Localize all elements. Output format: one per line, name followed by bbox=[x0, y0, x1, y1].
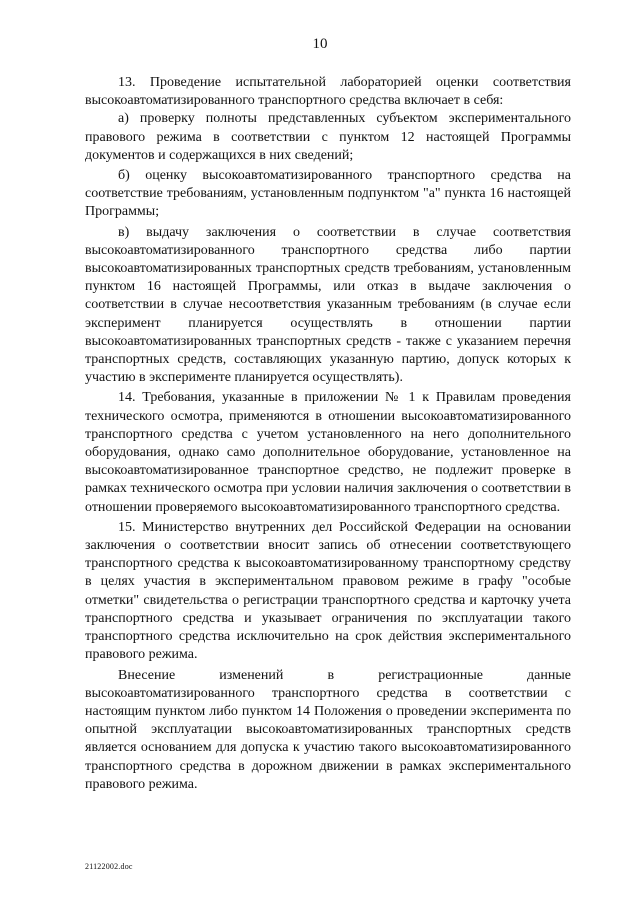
paragraph-15: 15. Министерство внутренних дел Российской Федерации на основании заключения о соответствии вносит запись об отнесении соответствующего транспортного средства к высокоавтоматизированному транспортному средству в целях участия в экспериментальном правовом режиме в графу "особые отметки" свидетельства о регистрации транспортного средства и карточку учета транспортного средства и указывает ограничения по эксплуатации такого транспортного средства исключительно на срок действия экспериментального правового режима. bbox=[85, 519, 571, 663]
paragraph-13-v: в) выдачу заключения о соответствии в случае соответствия высокоавтоматизированного транспортного средства либо партии высокоавтоматизированных транспортных средств требованиям, установленным пунктом 16 настоящей Программы, или отказ в выдаче заключения о соответствии в случае несоответствия указанным требованиям (в случае если эксперимент планируется осуществлять в отношении партии высокоавтоматизированных транспортных средств - также с указанием перечня транспортных средств, составляющих указанную партию, допуск которых к участию в эксперименте планируется осуществлять). bbox=[85, 224, 571, 386]
paragraph-13-b: б) оценку высокоавтоматизированного транспортного средства на соответствие требованиям, установленным подпунктом "а" пункта 16 настоящей Программы; bbox=[85, 168, 571, 220]
paragraph-14: 14. Требования, указанные в приложении № 1 к Правилам проведения технического осмотра, применяются в отношении высокоавтоматизированного транспортного средства с учетом установленного на него дополнительного оборудования, однако само дополнительное оборудование, установленное на высокоавтоматизированное транспортное средство, не подлежит проверке в рамках технического осмотра при условии наличия заключения о соответствии в отношении проверяемого высокоавтоматизированного транспортного средства. bbox=[85, 390, 571, 515]
paragraph-13-a: а) проверку полноты представленных субъектом экспериментального правового режима в соответствии с пунктом 12 настоящей Программы документов и содержащихся в них сведений; bbox=[85, 111, 571, 163]
paragraph-15-continued: Внесение изменений в регистрационные данные высокоавтоматизированного транспортного средства в соответствии с настоящим пунктом либо пунктом 14 Положения о проведении эксперимента по опытной эксплуатации высокоавтоматизированных транспортных средств является основанием для допуска к участию такого высокоавтоматизированного транспортного средства в дорожном движении в рамках экспериментального правового режима. bbox=[85, 667, 571, 792]
paragraph-13: 13. Проведение испытательной лабораторией оценки соответствия высокоавтоматизированного транспортного средства включает в себя: bbox=[85, 75, 571, 109]
file-name-footer: 21122002.doc bbox=[85, 862, 133, 871]
page-number: 10 bbox=[312, 36, 328, 52]
document-body bbox=[85, 74, 571, 794]
